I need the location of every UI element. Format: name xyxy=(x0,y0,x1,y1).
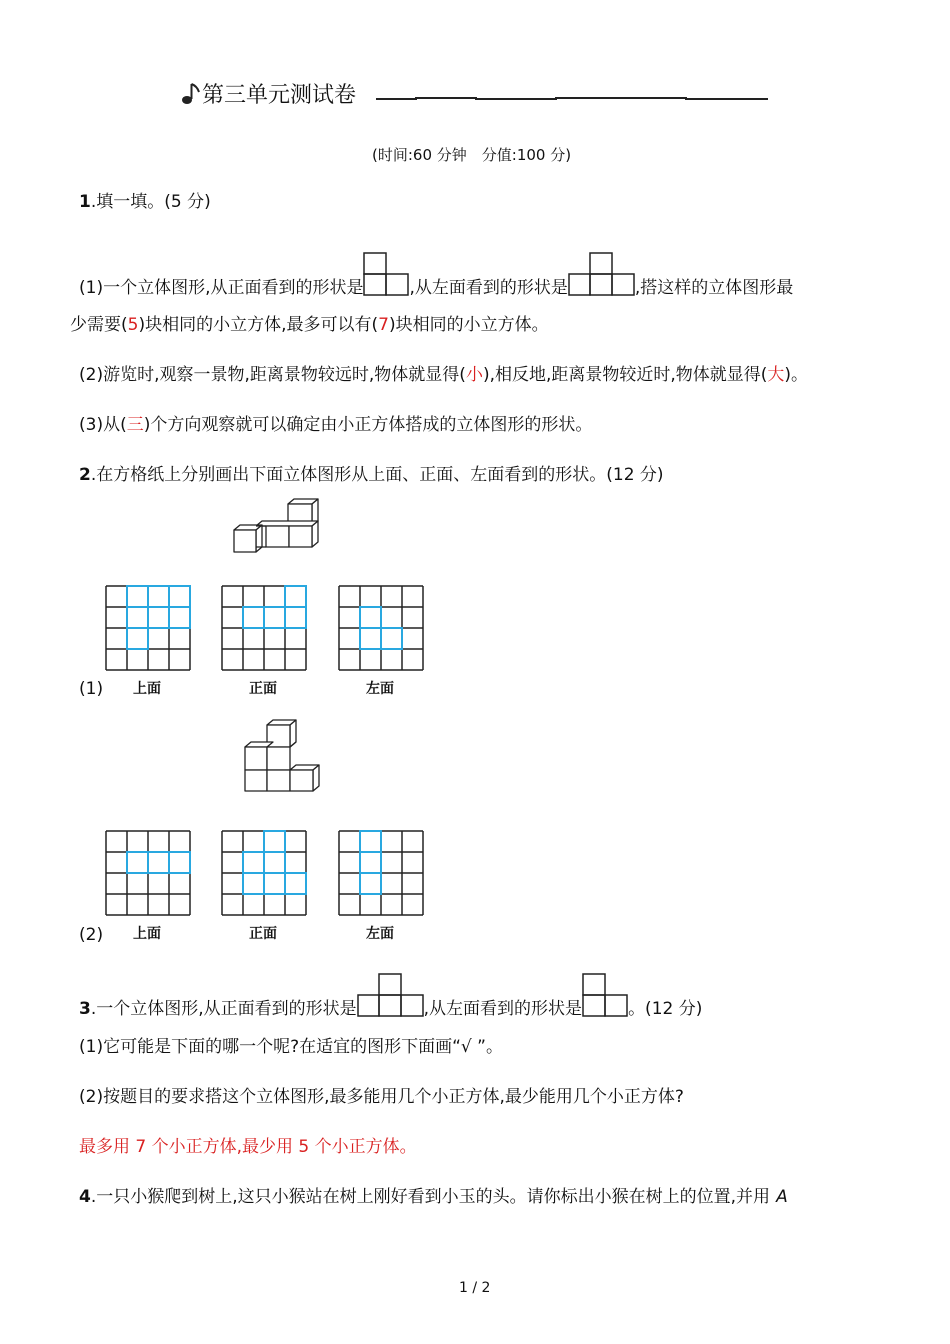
highlighted-grid-cell xyxy=(243,852,264,873)
highlighted-grid-cell xyxy=(264,607,285,628)
front-view-shape-figure xyxy=(363,252,409,296)
highlighted-grid-cell xyxy=(264,852,285,873)
highlighted-grid-cell xyxy=(148,852,169,873)
highlighted-grid-cell xyxy=(243,873,264,894)
highlighted-grid-cell xyxy=(360,607,381,628)
music-note-icon xyxy=(180,80,202,106)
q3-title xyxy=(79,973,702,1020)
highlighted-grid-cell xyxy=(169,852,190,873)
q3-sub1: (1)它可能是下面的哪一个呢?在适宜的图形下面画“√ ”。 xyxy=(79,1037,503,1057)
q4-point-a-label: A xyxy=(776,1187,788,1207)
highlighted-grid-cell xyxy=(127,586,148,607)
q4-title-text: .一只小猴爬到树上,这只小猴站在树上刚好看到小玉的头。请你标出小猴在树上的位置,并用 xyxy=(90,1187,771,1207)
answer-max-cubes: 7 xyxy=(378,315,389,335)
q2-part1-grid-left xyxy=(338,585,424,671)
q1-p1-text-e: )块相同的小立方体,最多可以有( xyxy=(138,315,379,335)
q1-part2 xyxy=(79,364,808,386)
q3-number: 3 xyxy=(79,999,91,1019)
highlighted-grid-cell xyxy=(169,586,190,607)
q2-part2-grid-left xyxy=(338,830,424,916)
page-number: 1 / 2 xyxy=(459,1280,491,1296)
left-view-shape-figure xyxy=(568,252,635,296)
answer-directions: 三 xyxy=(126,415,144,435)
highlighted-grid-cell xyxy=(243,607,264,628)
highlighted-grid-cell xyxy=(360,873,381,894)
q2-part2-grid-top xyxy=(105,830,191,916)
q4-number: 4 xyxy=(79,1187,91,1207)
highlighted-grid-cell xyxy=(148,586,169,607)
q2-part1-grid-front xyxy=(221,585,307,671)
highlighted-grid-cell xyxy=(381,628,402,649)
q1-p1-text-a: (1)一个立体图形,从正面看到的形状是 xyxy=(79,278,364,298)
highlighted-grid-cell xyxy=(285,607,306,628)
q2-part1-label: (1) xyxy=(79,679,104,699)
q1-p1-text-d: 少需要( xyxy=(70,315,128,335)
highlighted-grid-cell xyxy=(127,852,148,873)
highlighted-grid-cell xyxy=(285,873,306,894)
highlighted-grid-cell xyxy=(264,831,285,852)
view-label-top-2: 上面 xyxy=(133,926,161,942)
q1-part3 xyxy=(79,414,592,436)
answer-min-cubes: 5 xyxy=(127,315,139,335)
highlighted-grid-cell xyxy=(360,628,381,649)
highlighted-grid-cell xyxy=(148,607,169,628)
highlighted-grid-cell xyxy=(285,586,306,607)
q3-sub2: (2)按题目的要求搭这个立体图形,最多能用几个小正方体,最少能用几个小正方体? xyxy=(79,1087,684,1107)
q2-part1-cube-figure xyxy=(234,498,322,554)
exam-info: (时间:60 分钟 分值:100 分) xyxy=(372,146,572,164)
q1-p2-text-b: ),相反地,距离景物较近时,物体就显得( xyxy=(482,365,768,385)
q1-number: 1 xyxy=(79,192,91,212)
view-label-left-2: 左面 xyxy=(366,926,394,942)
q1-p3-text-a: (3)从( xyxy=(79,415,127,435)
q1-title-text: .填一填。(5 分) xyxy=(90,192,211,212)
q2-part1-grid-top xyxy=(105,585,191,671)
q1-p1-text-f: )块相同的小立方体。 xyxy=(388,315,549,335)
q1-p1-text-c: ,搭这样的立体图形最 xyxy=(634,278,794,298)
q1-part1-line1 xyxy=(79,252,793,299)
highlighted-grid-cell xyxy=(360,852,381,873)
answer-near-big: 大 xyxy=(767,365,785,385)
q3-title-text-a: .一个立体图形,从正面看到的形状是 xyxy=(90,999,357,1019)
highlighted-grid-cell xyxy=(360,831,381,852)
q3-left-view-figure xyxy=(582,973,628,1017)
q2-title xyxy=(79,464,664,486)
q2-part2-label: (2) xyxy=(79,925,104,945)
answer-far-small: 小 xyxy=(465,365,483,385)
q3-title-text-b: ,从左面看到的形状是 xyxy=(423,999,583,1019)
q2-number: 2 xyxy=(79,465,91,485)
q3-front-view-figure xyxy=(357,973,424,1017)
view-label-front-2: 正面 xyxy=(249,926,277,942)
page-title: 第三单元测试卷 xyxy=(202,83,357,108)
q1-part1-line2 xyxy=(70,314,549,336)
q1-p1-text-b: ,从左面看到的形状是 xyxy=(409,278,568,298)
q1-p2-text-a: (2)游览时,观察一景物,距离景物较远时,物体就显得( xyxy=(79,365,466,385)
q4-title xyxy=(79,1186,788,1208)
view-label-left-1: 左面 xyxy=(366,681,394,697)
q3-answer: 最多用 7 个小正方体,最少用 5 个小正方体。 xyxy=(79,1137,417,1157)
q2-part2-grid-front xyxy=(221,830,307,916)
q2-part2-cube-figure xyxy=(245,720,321,792)
highlighted-grid-cell xyxy=(127,628,148,649)
title-underline xyxy=(376,97,768,100)
view-label-top-1: 上面 xyxy=(133,681,161,697)
q2-title-text: .在方格纸上分别画出下面立体图形从上面、正面、左面看到的形状。(12 分) xyxy=(90,465,664,485)
highlighted-grid-cell xyxy=(264,873,285,894)
q1-p2-text-c: )。 xyxy=(784,365,809,385)
highlighted-grid-cell xyxy=(169,607,190,628)
q1-p3-text-b: )个方向观察就可以确定由小正方体搭成的立体图形的形状。 xyxy=(143,415,593,435)
highlighted-grid-cell xyxy=(127,607,148,628)
q1-title xyxy=(79,191,211,213)
view-label-front-1: 正面 xyxy=(249,681,277,697)
q3-title-text-c: 。(12 分) xyxy=(628,999,703,1019)
